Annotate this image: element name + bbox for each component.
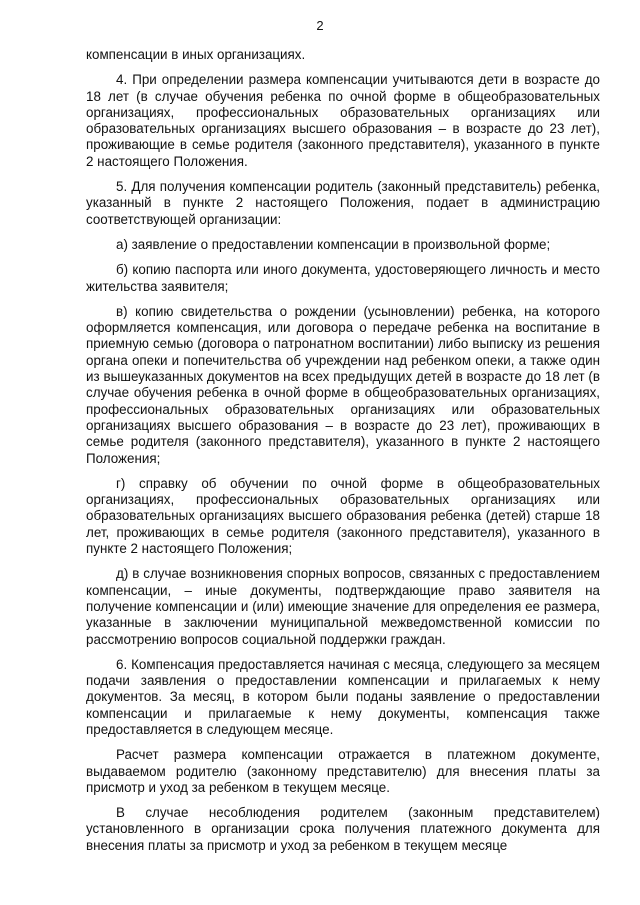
paragraph-noncompliance: В случае несоблюдения родителем (законным представителем) установленного в организации срока получения платежного документа для внесения платы за присмотр и уход за ребенком в текущем месяце bbox=[86, 805, 600, 853]
paragraph-item-6: 6. Компенсация предоставляется начиная с месяца, следующего за месяцем подачи заявления о предоставлении компенсации и прилагаемых к нему документов. За месяц, в котором были поданы заявление о предоставлении компенсации и прилагаемые к нему документы, компенсация также предоставляется в следующем месяце. bbox=[86, 656, 600, 737]
paragraph-item-4: 4. При определении размера компенсации учитываются дети в возрасте до 18 лет (в случае обучения ребенка по очной форме в общеобразовательных организациях, профессиональных образовательных организациях или образовательных организациях высшего образования – в возрасте до 23 лет), проживающие в семье родителя (законного представителя), указанного в пункте 2 настоящего Положения. bbox=[86, 72, 600, 169]
paragraph-item-5g: г) справку об обучении по очной форме в общеобразовательных организациях, профессиональных образовательных организациях или образовательных организациях высшего образования ребенка (детей) старше 18 лет, проживающих в семье родителя (законного представителя), указанного в пункте 2 настоящего Положения; bbox=[86, 475, 600, 557]
paragraph-calculation: Расчет размера компенсации отражается в платежном документе, выдаваемом родителю (законному представителю) для внесения платы за присмотр и уход за ребенком в текущем месяце. bbox=[86, 747, 600, 795]
page-number: 2 bbox=[316, 18, 324, 33]
paragraph-item-5a: а) заявление о предоставлении компенсации в произвольной форме; bbox=[116, 236, 551, 252]
paragraph-item-5d: д) в случае возникновения спорных вопросов, связанных с предоставлением компенсации, – иные документы, подтверждающие право заявителя на получение компенсации и (или) имеющие значение для определения ее размера, указанные в заключении муниципальной межведомственной комиссии по рассмотрению вопросов социальной поддержки граждан. bbox=[86, 566, 600, 647]
paragraph-continuation: компенсации в иных организациях. bbox=[86, 47, 306, 62]
paragraph-item-5b: б) копию паспорта или иного документа, удостоверяющего личность и место жительства заявителя; bbox=[86, 262, 600, 294]
paragraph-item-5v: в) копию свидетельства о рождении (усыновлении) ребенка, на которого оформляется компенсация, или договора о передаче ребенка на воспитание в приемную семью (договора о патронатном воспитании) либо выписку из решения органа опеки и попечительства об учреждении над ребенком опеки, а также один из вышеуказанных документов на всех предыдущих детей в возрасте до 18 лет (в случае обучения ребенка в очной форме в общеобразовательных организациях, профессиональных образовательных организациях или образовательных организациях высшего образования – в возрасте до 23 лет), проживающих в семье родителя (законного представителя), указанного в пункте 2 настоящего Положения; bbox=[86, 303, 600, 466]
paragraph-item-5: 5. Для получения компенсации родитель (законный представитель) ребенка, указанный в пункте 2 настоящего Положения, подает в администрацию соответствующей организации: bbox=[86, 179, 600, 227]
document-body bbox=[86, 47, 600, 863]
